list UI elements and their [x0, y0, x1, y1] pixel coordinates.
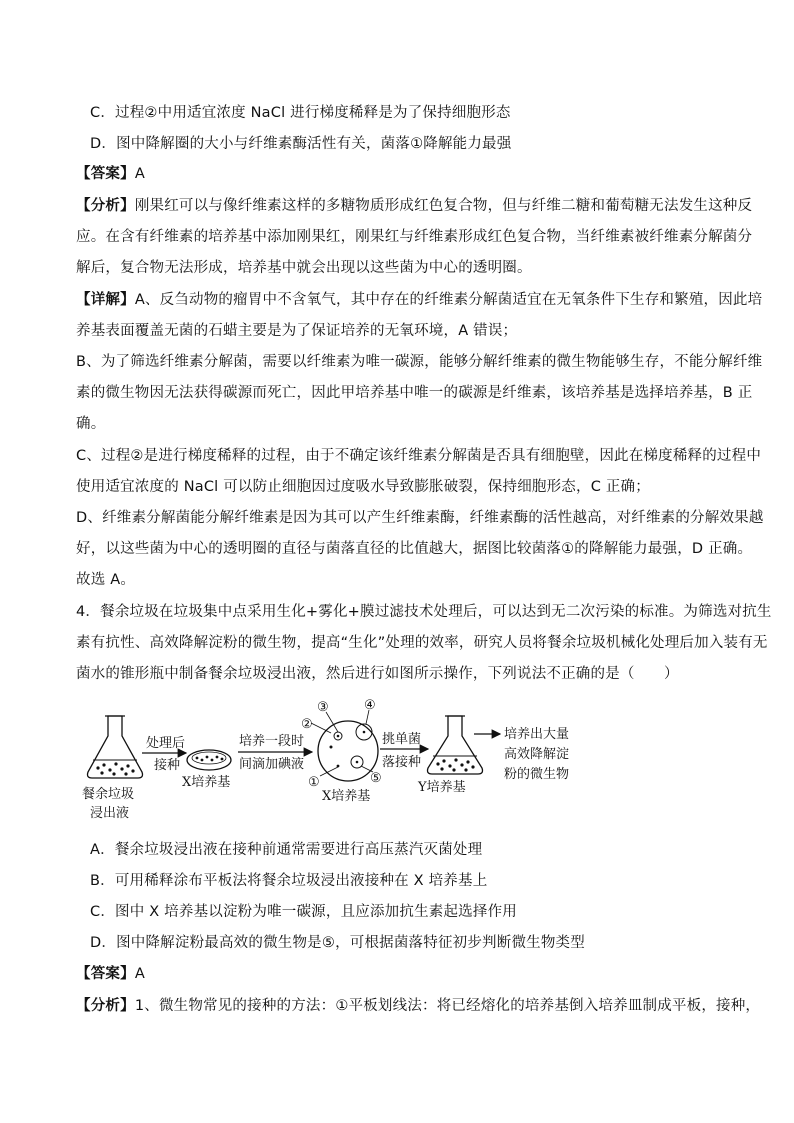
answer-value: A — [134, 966, 145, 982]
q3-detail-line: 故选 A。 — [76, 572, 136, 588]
answer-tag: 【答案】 — [76, 966, 135, 982]
detail-text: A、反刍动物的瘤胃中不含氧气，其中存在的纤维素分解菌适宜在无氧条件下生存和繁殖，因此培 — [134, 292, 763, 308]
petri-dish-top-view — [311, 710, 378, 781]
q3-detail-line: 养基表面覆盖无菌的石蜡主要是为了保证培养的无氧环境，A 错误； — [76, 323, 518, 339]
q3-detail-line: D、纤维素分解菌能分解纤维素是因为其可以产生纤维素酶，纤维素酶的活性越高，对纤维素的分解效果越 — [76, 510, 764, 526]
analysis-text: 1、微生物常见的接种的方法：①平板划线法：将已经熔化的培养基倒入培养皿制成平板，接种， — [134, 998, 761, 1014]
flask2-label: Y培养基 — [418, 780, 466, 795]
q3-analysis-line — [76, 196, 752, 216]
q4-stem-line: 素有抗性、高效降解淀粉的微生物，提高“生化”处理的效率，研究人员将餐余垃圾机械化处理后加入装有无 — [76, 635, 768, 651]
q4-option-c: C．图中 X 培养基以淀粉为唯一碳源，且应添加抗生素起选择作用 — [90, 904, 517, 920]
result-label: 粉的微生物 — [504, 767, 570, 782]
flask-icon — [428, 716, 483, 774]
analysis-tag: 【分析】 — [76, 998, 135, 1014]
flask1-label: 餐余垃圾 — [82, 787, 135, 802]
colony-label-5: ⑤ — [370, 771, 382, 786]
q4-stem-line: 菌水的锥形瓶中制备餐余垃圾浸出液，然后进行如图所示操作，下列说法不正确的是（ ） — [76, 666, 679, 682]
colony-label-1: ① — [308, 775, 320, 790]
answer-tag: 【答案】 — [76, 166, 135, 182]
q3-analysis-line: 应。在含有纤维素的培养基中添加刚果红，刚果红与纤维素形成红色复合物，当纤维素被纤维素分解菌分 — [76, 229, 753, 245]
flask1-label: 浸出液 — [90, 806, 130, 821]
q4-analysis-line — [76, 996, 760, 1016]
detail-tag: 【详解】 — [76, 292, 135, 308]
flask-icon — [88, 716, 143, 778]
q4-option-a: A．餐余垃圾浸出液在接种前通常需要进行高压蒸汽灭菌处理 — [90, 842, 483, 858]
result-label: 高效降解淀 — [504, 747, 570, 762]
q3-detail-line: 素的微生物因无法获得碳源而死亡，因此甲培养基中唯一的碳源是纤维素，该培养基是选择培养基，B 正 — [76, 385, 753, 401]
q3-detail-line: B、为了筛选纤维素分解菌，需要以纤维素为唯一碳源，能够分解纤维素的微生物能够生存，不能分解纤维 — [76, 354, 763, 370]
answer-value: A — [134, 166, 145, 182]
q3-detail-line — [76, 290, 762, 310]
q3-detail-line: 好，以这些菌为中心的透明圈的直径与菌落直径的比值越大，据图比较菌落①的降解能力最强，D 正确。 — [76, 541, 753, 557]
colony-label-4: ④ — [364, 698, 376, 713]
colony-label-2: ② — [301, 717, 313, 732]
q4-stem-line: 4．餐余垃圾在垃圾集中点采用生化+雾化+膜过滤技术处理后，可以达到无二次污染的标准。为筛选对抗生 — [76, 604, 772, 620]
q3-option-d: D．图中降解圈的大小与纤维素酶活性有关，菌落①降解能力最强 — [90, 136, 512, 152]
petri-dish-icon — [187, 750, 231, 770]
arrow2-label: 培养一段时 — [239, 734, 305, 749]
arrow3-label: 挑单菌 — [382, 732, 422, 747]
colony-label-3: ③ — [317, 700, 329, 715]
dish2-label: X培养基 — [322, 789, 371, 804]
arrow1-label: 接种 — [154, 758, 181, 773]
q3-answer — [76, 164, 145, 184]
q3-option-c: C．过程②中用适宜浓度 NaCl 进行梯度稀释是为了保持细胞形态 — [90, 105, 511, 121]
arrow1-label: 处理后 — [146, 736, 186, 751]
analysis-text: 刚果红可以与像纤维素这样的多糖物质形成红色复合物，但与纤维二糖和葡萄糖无法发生这种反 — [134, 198, 753, 214]
q3-detail-line: 使用适宜浓度的 NaCl 可以防止细胞因过度吸水导致膨胀破裂，保持细胞形态，C 正确； — [76, 479, 650, 495]
q3-detail-line: C、过程②是进行梯度稀释的过程，由于不确定该纤维素分解菌是否具有细胞壁，因此在梯度稀释的过程中 — [76, 448, 762, 464]
q4-option-b: B．可用稀释涂布平板法将餐余垃圾浸出液接种在 X 培养基上 — [90, 873, 488, 889]
arrow3-label: 落接种 — [382, 755, 422, 770]
dish1-label: X培养基 — [182, 775, 231, 790]
q4-answer — [76, 964, 145, 984]
q3-detail-line: 确。 — [76, 416, 106, 432]
q3-analysis-line: 解后，复合物无法形成，培养基中就会出现以这些菌为中心的透明圈。 — [76, 260, 532, 276]
analysis-tag: 【分析】 — [76, 198, 135, 214]
q4-option-d: D．图中降解淀粉最高效的微生物是⑤，可根据菌落特征初步判断微生物类型 — [90, 935, 585, 951]
arrow2-label: 间滴加碘液 — [239, 757, 305, 772]
procedure-diagram — [76, 696, 596, 830]
result-label: 培养出大量 — [504, 727, 570, 742]
procedure-figure — [76, 696, 596, 830]
